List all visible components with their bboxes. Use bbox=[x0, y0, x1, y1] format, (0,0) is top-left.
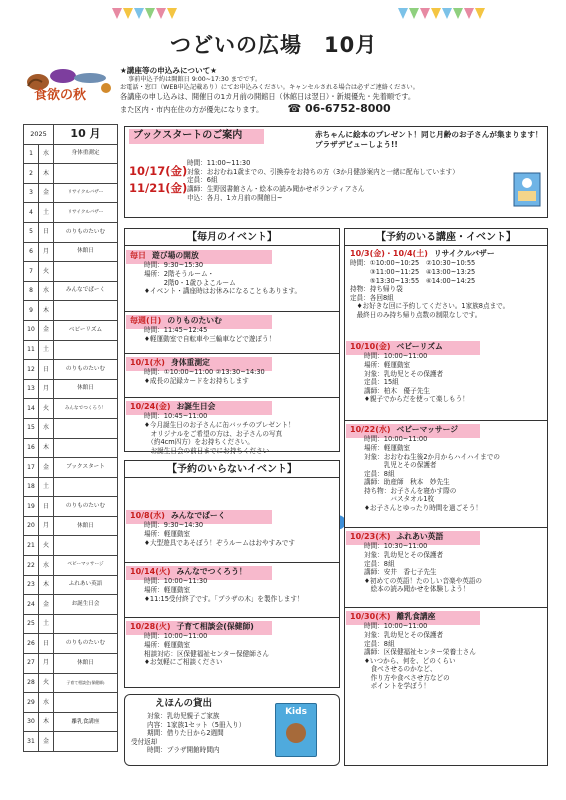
recycle-detail: 持物：持ち帰り袋 bbox=[350, 285, 403, 294]
calendar-event: のりものたいむ bbox=[54, 360, 118, 380]
no-reservation-event-detail: 相談対応：区保健福祉センター保健師さん bbox=[144, 649, 270, 658]
calendar-row bbox=[24, 183, 118, 203]
monthly-event-name: 遊び場の開放 bbox=[152, 251, 199, 260]
book-lending-details bbox=[131, 712, 245, 755]
calendar-row bbox=[24, 556, 118, 576]
bookstart-instructor: 講師：生野図書館さん・絵本の読み聞かせボランティアさん bbox=[187, 185, 365, 194]
calendar-event: 休館日 bbox=[54, 654, 118, 674]
calendar-event: 休館日 bbox=[54, 516, 118, 536]
calendar-day: 8 bbox=[24, 281, 39, 301]
reserved-event-heading bbox=[350, 342, 544, 352]
calendar-day: 21 bbox=[24, 536, 39, 556]
book-lending-hours: 時間：プラザ開館時間内 bbox=[147, 746, 220, 755]
notice-line bbox=[120, 102, 550, 117]
calendar-day: 4 bbox=[24, 203, 39, 223]
reserved-event-detail: 場所：軽運動室 bbox=[364, 443, 411, 452]
kids-book-label: Kids bbox=[285, 707, 307, 717]
calendar-event: お誕生日会 bbox=[54, 595, 118, 615]
calendar-day: 2 bbox=[24, 164, 39, 184]
calendar-event bbox=[54, 477, 118, 497]
kids-book-icon bbox=[275, 703, 317, 757]
bunting-right bbox=[398, 8, 485, 28]
reserved-event-detail: 持ち物：お子さんを寝かす際の bbox=[364, 486, 457, 495]
calendar-weekday: 木 bbox=[39, 575, 54, 595]
monthly-event-name: のりものたいむ bbox=[167, 316, 222, 325]
calendar-day: 23 bbox=[24, 575, 39, 595]
calendar-weekday: 土 bbox=[39, 614, 54, 634]
calendar-day: 12 bbox=[24, 360, 39, 380]
october-calendar bbox=[23, 124, 118, 752]
calendar-weekday: 木 bbox=[39, 712, 54, 732]
reserved-event-detail: ♦初めての英語！たのしい音楽や英語の bbox=[364, 576, 483, 585]
recycle-bazaar-event bbox=[350, 249, 546, 319]
calendar-row bbox=[24, 340, 118, 360]
calendar-event bbox=[54, 693, 118, 713]
calendar-event: リサイクルバザー bbox=[54, 183, 118, 203]
calendar-day: 14 bbox=[24, 399, 39, 419]
reserved-event-detail: ♦いつから、何を、どのくらい bbox=[364, 656, 456, 665]
calendar-row bbox=[24, 497, 118, 517]
monthly-event-detail: お誕生日会の前日までにお持ちください bbox=[144, 446, 270, 455]
no-reservation-event-heading bbox=[130, 567, 336, 577]
no-reservation-event-detail: ♦お気軽にご相談ください bbox=[144, 658, 223, 667]
no-reservation-divider bbox=[124, 617, 340, 618]
recycle-detail: 最終日のみ持ち帰り点数の制限なしです。 bbox=[350, 310, 482, 319]
monthly-event-heading bbox=[130, 251, 336, 261]
reserved-event-detail: 講師：区保健福祉センター栄養士さん bbox=[364, 648, 476, 657]
reserved-event bbox=[350, 342, 544, 404]
monthly-event-date: 毎日 bbox=[130, 251, 146, 260]
reserved-event bbox=[350, 532, 544, 594]
calendar-weekday: 金 bbox=[39, 183, 54, 203]
calendar-weekday: 火 bbox=[39, 536, 54, 556]
book-lending-title: えほんの貸出 bbox=[155, 698, 213, 709]
calendar-day: 31 bbox=[24, 732, 39, 752]
calendar-weekday: 水 bbox=[39, 693, 54, 713]
monthly-event-name: 身体重測定 bbox=[170, 358, 210, 367]
monthly-event-detail: 時間：9:30~15:30 bbox=[144, 261, 204, 270]
calendar-day: 27 bbox=[24, 654, 39, 674]
reserved-event-detail: 時間：10:00~11:00 bbox=[364, 352, 428, 361]
bookstart-date-1: 10/17(金) bbox=[129, 164, 188, 178]
calendar-day: 20 bbox=[24, 516, 39, 536]
recycle-detail: ⑤13:30~13:55 ⑥14:00~14:25 bbox=[350, 276, 476, 285]
monthly-event-detail: ♦イベント・講座時はお休みになることもあります。 bbox=[144, 287, 302, 296]
notice-line: 各講座の申し込みは、開催日の1カ月前の開館日（休館日は翌日）・新規優先・先着順です。 bbox=[120, 92, 416, 102]
no-reservation-event-detail: 場所：軽運動室 bbox=[144, 640, 191, 649]
calendar-row bbox=[24, 360, 118, 380]
calendar-day: 11 bbox=[24, 340, 39, 360]
reserved-event-detail: 講師：助産師 秋本 妙先生 bbox=[364, 478, 450, 487]
calendar-row bbox=[24, 262, 118, 282]
no-reservation-event-detail: 時間：10:00~11:00 bbox=[144, 632, 208, 641]
no-reservation-event-detail: 場所：軽運動室 bbox=[144, 529, 191, 538]
reserved-event-detail: 時間：10:00~11:00 bbox=[364, 622, 428, 631]
calendar-weekday: 金 bbox=[39, 732, 54, 752]
reserved-event-detail: ♦親子でからだを使って楽しもう！ bbox=[364, 395, 469, 404]
calendar-event bbox=[54, 438, 118, 458]
calendar-event bbox=[54, 536, 118, 556]
monthly-event-detail: ♦軽運動室で自転車や三輪車などで遊ぼう！ bbox=[144, 334, 276, 343]
monthly-events-header: 【毎月のイベント】 bbox=[124, 228, 340, 246]
calendar-row bbox=[24, 438, 118, 458]
reserved-event-date: 10/22(水) bbox=[350, 425, 391, 434]
reserved-event-detail: 講師：安井 香七子先生 bbox=[364, 568, 437, 577]
reserved-event-name: ベビーマッサージ bbox=[396, 425, 459, 434]
calendar-row bbox=[24, 301, 118, 321]
bookstart-capacity: 定員：6組 bbox=[187, 176, 218, 185]
reserved-event-detail: 対象：乳幼児とその保護者 bbox=[364, 630, 444, 639]
calendar-weekday: 火 bbox=[39, 262, 54, 282]
calendar-weekday: 日 bbox=[39, 497, 54, 517]
calendar-event: ふれあい英語 bbox=[54, 575, 118, 595]
reservation-notice bbox=[120, 66, 550, 116]
monthly-event-detail: 時間：11:45~12:45 bbox=[144, 326, 208, 335]
notice-line: 事前申込予約は開館日 9:00~17:30 までです。 bbox=[128, 76, 262, 84]
autumn-illustration bbox=[18, 60, 118, 120]
calendar-day: 3 bbox=[24, 183, 39, 203]
calendar-event: みんなでぱーく bbox=[54, 281, 118, 301]
monthly-event-date: 10/24(金) bbox=[130, 402, 171, 411]
monthly-event-detail: ♦成長の記録カードをお持ちします bbox=[144, 376, 249, 385]
calendar-weekday: 月 bbox=[39, 379, 54, 399]
book-lending-content: 内容：1家族1セット（5冊入り） bbox=[147, 720, 246, 729]
monthly-divider bbox=[124, 397, 340, 398]
calendar-weekday: 日 bbox=[39, 222, 54, 242]
bookstart-header: ブックスタートのご案内 bbox=[129, 129, 264, 144]
reserved-event-date: 10/23(木) bbox=[350, 532, 391, 541]
monthly-event-heading bbox=[130, 316, 336, 326]
book-lending-target: 対象：乳幼児親子ご家族 bbox=[147, 712, 220, 720]
calendar-event bbox=[54, 164, 118, 184]
reserved-event-detail: 対象：乳幼児とその保護者 bbox=[364, 550, 444, 559]
reserved-event-name: ベビーリズム bbox=[396, 342, 443, 351]
monthly-event-detail: 時間：①10:00~11:00 ②13:30~14:30 bbox=[144, 368, 265, 377]
calendar-event: のりものたいむ bbox=[54, 222, 118, 242]
calendar-event: 休館日 bbox=[54, 242, 118, 262]
calendar-weekday: 木 bbox=[39, 301, 54, 321]
calendar-month: 10 月 bbox=[54, 125, 118, 145]
reserved-event-date: 10/10(金) bbox=[350, 342, 391, 351]
calendar-weekday: 木 bbox=[39, 438, 54, 458]
bunting-left bbox=[112, 8, 177, 28]
no-reservation-event-heading bbox=[130, 622, 336, 632]
calendar-weekday: 木 bbox=[39, 164, 54, 184]
calendar-row bbox=[24, 595, 118, 615]
calendar-event bbox=[54, 301, 118, 321]
calendar-day: 16 bbox=[24, 438, 39, 458]
notice-line-last: また区内・市内在住の方が優先になります。 bbox=[120, 104, 264, 114]
monthly-event bbox=[130, 358, 336, 386]
calendar-day: 18 bbox=[24, 477, 39, 497]
calendar-weekday: 火 bbox=[39, 673, 54, 693]
calendar-day: 7 bbox=[24, 262, 39, 282]
calendar-day: 17 bbox=[24, 458, 39, 478]
monthly-event-detail: （約4cm四方）をお持ちください。 bbox=[144, 438, 254, 447]
recycle-detail: ③11:00~11:25 ④13:00~13:25 bbox=[350, 267, 476, 276]
monthly-event-detail: ♦今月誕生日のお子さんに缶バッチのプレゼント！ bbox=[144, 420, 295, 429]
bookstart-date-2: 11/21(金) bbox=[129, 181, 188, 195]
recycle-date: 10/3(金)・10/4(土) bbox=[350, 249, 428, 258]
reserved-event-detail: 対象：おおむね生後2か月からハイハイまでの bbox=[364, 452, 500, 461]
calendar-event: 子育て相談会(保健師) bbox=[54, 673, 118, 693]
reserved-event-detail: 対象：乳幼児とその保護者 bbox=[364, 369, 444, 378]
calendar-row bbox=[24, 634, 118, 654]
monthly-event-name: お誕生日会 bbox=[176, 402, 216, 411]
calendar-weekday: 月 bbox=[39, 516, 54, 536]
calendar-weekday: 金 bbox=[39, 458, 54, 478]
recycle-detail: 時間：①10:00~10:25 ②10:30~10:55 bbox=[350, 259, 476, 268]
reserved-event-detail: 絵本の読み聞かせを体験しよう！ bbox=[364, 585, 470, 594]
no-reservation-event-detail: 場所：軽運動室 bbox=[144, 585, 191, 594]
calendar-day: 1 bbox=[24, 144, 39, 164]
no-reservation-header: 【予約のいらないイベント】 bbox=[124, 460, 340, 478]
calendar-event bbox=[54, 340, 118, 360]
calendar-event: リサイクルバザー bbox=[54, 203, 118, 223]
calendar-row bbox=[24, 732, 118, 752]
calendar-day: 28 bbox=[24, 673, 39, 693]
no-reservation-divider bbox=[124, 562, 340, 563]
reserved-event-detail: 定員：15組 bbox=[364, 378, 399, 387]
calendar-weekday: 月 bbox=[39, 654, 54, 674]
calendar-row bbox=[24, 379, 118, 399]
calendar-event: ベビーマッサージ bbox=[54, 556, 118, 576]
calendar-row bbox=[24, 418, 118, 438]
monthly-divider bbox=[124, 353, 340, 354]
calendar-weekday: 金 bbox=[39, 595, 54, 615]
calendar-weekday: 土 bbox=[39, 203, 54, 223]
reserved-event-detail: 食べさせるのかなど、 bbox=[364, 665, 437, 674]
monthly-event-detail: 場所：2階そうルーム・ bbox=[144, 269, 215, 278]
bookstart-apply: 申込：各月、1カ月前の開館日~ bbox=[187, 193, 283, 202]
calendar-weekday: 水 bbox=[39, 144, 54, 164]
calendar-row bbox=[24, 222, 118, 242]
calendar-row bbox=[24, 575, 118, 595]
monthly-event bbox=[130, 316, 336, 344]
calendar-day: 10 bbox=[24, 320, 39, 340]
recycle-detail: ♦お好きな回に予約してください。1家族8点まで。 bbox=[350, 302, 510, 311]
reserved-divider bbox=[344, 527, 548, 528]
calendar-weekday: 日 bbox=[39, 360, 54, 380]
calendar-event: 離乳食講座 bbox=[54, 712, 118, 732]
reserved-event-name: 離乳食講座 bbox=[396, 612, 436, 621]
monthly-divider bbox=[124, 311, 340, 312]
monthly-event-date: 毎週(日) bbox=[130, 316, 162, 325]
page-title: つどいの広場 10月 bbox=[170, 33, 378, 57]
reserved-event-name: ふれあい英語 bbox=[396, 532, 444, 541]
no-reservation-event-name: 子育て相談会(保健師) bbox=[176, 622, 254, 631]
reserved-event-detail: 定員：8組 bbox=[364, 469, 395, 478]
no-reservation-event-detail: 時間：9:30~14:30 bbox=[144, 521, 204, 530]
no-reservation-event-name: みんなでつくろう！ bbox=[176, 567, 247, 576]
calendar-event: のりものたいむ bbox=[54, 634, 118, 654]
calendar-event: ベビーリズム bbox=[54, 320, 118, 340]
reserved-event-detail: ♦お子さんとゆったり時間を過ごそう！ bbox=[364, 503, 482, 512]
reserved-event-heading bbox=[350, 532, 544, 542]
reserved-events-header: 【予約のいる講座・イベント】 bbox=[344, 228, 548, 246]
calendar-row bbox=[24, 654, 118, 674]
reserved-event-detail: 講師：柏木 優子先生 bbox=[364, 386, 430, 395]
calendar-row bbox=[24, 399, 118, 419]
monthly-event bbox=[130, 251, 336, 296]
calendar-weekday: 土 bbox=[39, 477, 54, 497]
calendar-event bbox=[54, 418, 118, 438]
reserved-event-heading bbox=[350, 425, 544, 435]
reserved-event-detail: 時間：10:30~11:00 bbox=[364, 542, 428, 551]
no-reservation-event-detail: 時間：10:00~11:30 bbox=[144, 577, 208, 586]
calendar-day: 25 bbox=[24, 614, 39, 634]
reserved-event bbox=[350, 612, 544, 691]
calendar-row bbox=[24, 477, 118, 497]
notice-heading: ★講座等の申込みについて★ bbox=[120, 66, 217, 75]
no-reservation-event-detail: ♦11:15受付終了です。「プラザの木」を製作します！ bbox=[144, 594, 304, 603]
no-reservation-event bbox=[130, 511, 336, 547]
calendar-row bbox=[24, 614, 118, 634]
calendar-row bbox=[24, 242, 118, 262]
calendar-row bbox=[24, 320, 118, 340]
notice-line: お電話・窓口（WEB申込記載あり）にてお申込みください。キャンセルされる場合は必ずご連絡ください。 bbox=[120, 84, 419, 92]
no-reservation-event-date: 10/14(火) bbox=[130, 567, 171, 576]
calendar-row bbox=[24, 203, 118, 223]
calendar-day: 19 bbox=[24, 497, 39, 517]
calendar-day: 22 bbox=[24, 556, 39, 576]
calendar-weekday: 月 bbox=[39, 242, 54, 262]
calendar-weekday: 火 bbox=[39, 399, 54, 419]
recycle-name: リサイクルバザー bbox=[433, 249, 495, 258]
phone-number[interactable]: ☎ 06-6752-8000 bbox=[287, 101, 391, 115]
bookstart-target: 対象：おおむね1歳までの、引換券をお持ちの方（3か月健診案内と一緒に配布しています） bbox=[187, 167, 459, 176]
reserved-event-detail: 定員：8組 bbox=[364, 639, 395, 648]
calendar-row bbox=[24, 281, 118, 301]
no-reservation-event-heading bbox=[130, 511, 336, 521]
book-lending-period: 期間：借りた日から2週間 bbox=[147, 729, 224, 738]
calendar-row bbox=[24, 458, 118, 478]
calendar-day: 9 bbox=[24, 301, 39, 321]
calendar-year: 2025 bbox=[24, 125, 54, 145]
calendar-event bbox=[54, 732, 118, 752]
calendar-day: 30 bbox=[24, 712, 39, 732]
monthly-event-detail: 時間：10:45~11:00 bbox=[144, 412, 208, 421]
reserved-event bbox=[350, 425, 544, 512]
calendar-row bbox=[24, 536, 118, 556]
no-reservation-event-date: 10/28(火) bbox=[130, 622, 171, 631]
reserved-event-detail: ポイントを学ぼう！ bbox=[364, 682, 430, 691]
reserved-event-detail: 定員：8組 bbox=[364, 559, 395, 568]
calendar-event: 休館日 bbox=[54, 379, 118, 399]
no-reservation-event-date: 10/8(水) bbox=[130, 511, 165, 520]
reserved-divider bbox=[344, 607, 548, 608]
calendar-row bbox=[24, 712, 118, 732]
reserved-divider bbox=[344, 420, 548, 421]
monthly-event bbox=[130, 402, 336, 455]
reserved-event-detail: 乳児とその保護者 bbox=[364, 461, 437, 470]
bookstart-time: 時間：11:00~11:30 bbox=[187, 159, 251, 167]
monthly-event-heading bbox=[130, 402, 336, 412]
calendar-event: のりものたいむ bbox=[54, 497, 118, 517]
calendar-weekday: 水 bbox=[39, 556, 54, 576]
calendar-weekday: 金 bbox=[39, 320, 54, 340]
calendar-weekday: 土 bbox=[39, 340, 54, 360]
calendar-day: 5 bbox=[24, 222, 39, 242]
no-reservation-event-detail: ♦大型遊具であそぼう！ぞうルームはおやすみです bbox=[144, 538, 295, 547]
recycle-heading bbox=[350, 249, 546, 259]
calendar-day: 6 bbox=[24, 242, 39, 262]
no-reservation-event bbox=[130, 567, 336, 603]
monthly-event-heading bbox=[130, 358, 336, 368]
calendar-row bbox=[24, 164, 118, 184]
calendar-day: 13 bbox=[24, 379, 39, 399]
calendar-day: 29 bbox=[24, 693, 39, 713]
bookstart-details bbox=[187, 159, 459, 203]
calendar-weekday: 水 bbox=[39, 418, 54, 438]
reserved-event-detail: 作り方や食べさせ方などの bbox=[364, 673, 450, 682]
recycle-detail: 定員：各回8組 bbox=[350, 293, 394, 302]
monthly-event-date: 10/1(水) bbox=[130, 358, 165, 367]
calendar-row bbox=[24, 144, 118, 164]
picture-book-icon bbox=[513, 171, 543, 209]
no-reservation-event bbox=[130, 622, 336, 667]
monthly-event-detail: 2階0・1歳ひよこルーム bbox=[144, 278, 236, 287]
calendar-event bbox=[54, 262, 118, 282]
calendar-event: みんなでつくろう！ bbox=[54, 399, 118, 419]
calendar-event: 身体重測定 bbox=[54, 144, 118, 164]
monthly-event-detail: オリジナルをご希望の方は、お子さんの写真 bbox=[144, 429, 283, 438]
calendar-row bbox=[24, 516, 118, 536]
reserved-event-date: 10/30(木) bbox=[350, 612, 391, 621]
reserved-event-detail: 時間：10:00~11:00 bbox=[364, 435, 428, 444]
book-lending-section bbox=[124, 694, 340, 766]
reserved-event-heading bbox=[350, 612, 544, 622]
calendar-row bbox=[24, 693, 118, 713]
calendar-weekday: 水 bbox=[39, 281, 54, 301]
calendar-day: 24 bbox=[24, 595, 39, 615]
calendar-event: ブックスタート bbox=[54, 458, 118, 478]
bookstart-section bbox=[124, 126, 548, 218]
reserved-event-detail: 場所：軽運動室 bbox=[364, 360, 411, 369]
calendar-row bbox=[24, 673, 118, 693]
calendar-day: 15 bbox=[24, 418, 39, 438]
reserved-event-detail: バスタオル1枚 bbox=[364, 495, 435, 504]
autumn-label: 食欲の秋 bbox=[34, 88, 87, 103]
book-lending-return: 受付返却 bbox=[131, 737, 158, 746]
calendar-weekday: 日 bbox=[39, 634, 54, 654]
no-reservation-event-name: みんなでぱーく bbox=[170, 511, 226, 520]
bookstart-side-note: 赤ちゃんに絵本のプレゼント！同じ月齢のお子さんが集まります！プラザデビューしよう!! bbox=[315, 130, 543, 149]
calendar-event bbox=[54, 614, 118, 634]
calendar-day: 26 bbox=[24, 634, 39, 654]
